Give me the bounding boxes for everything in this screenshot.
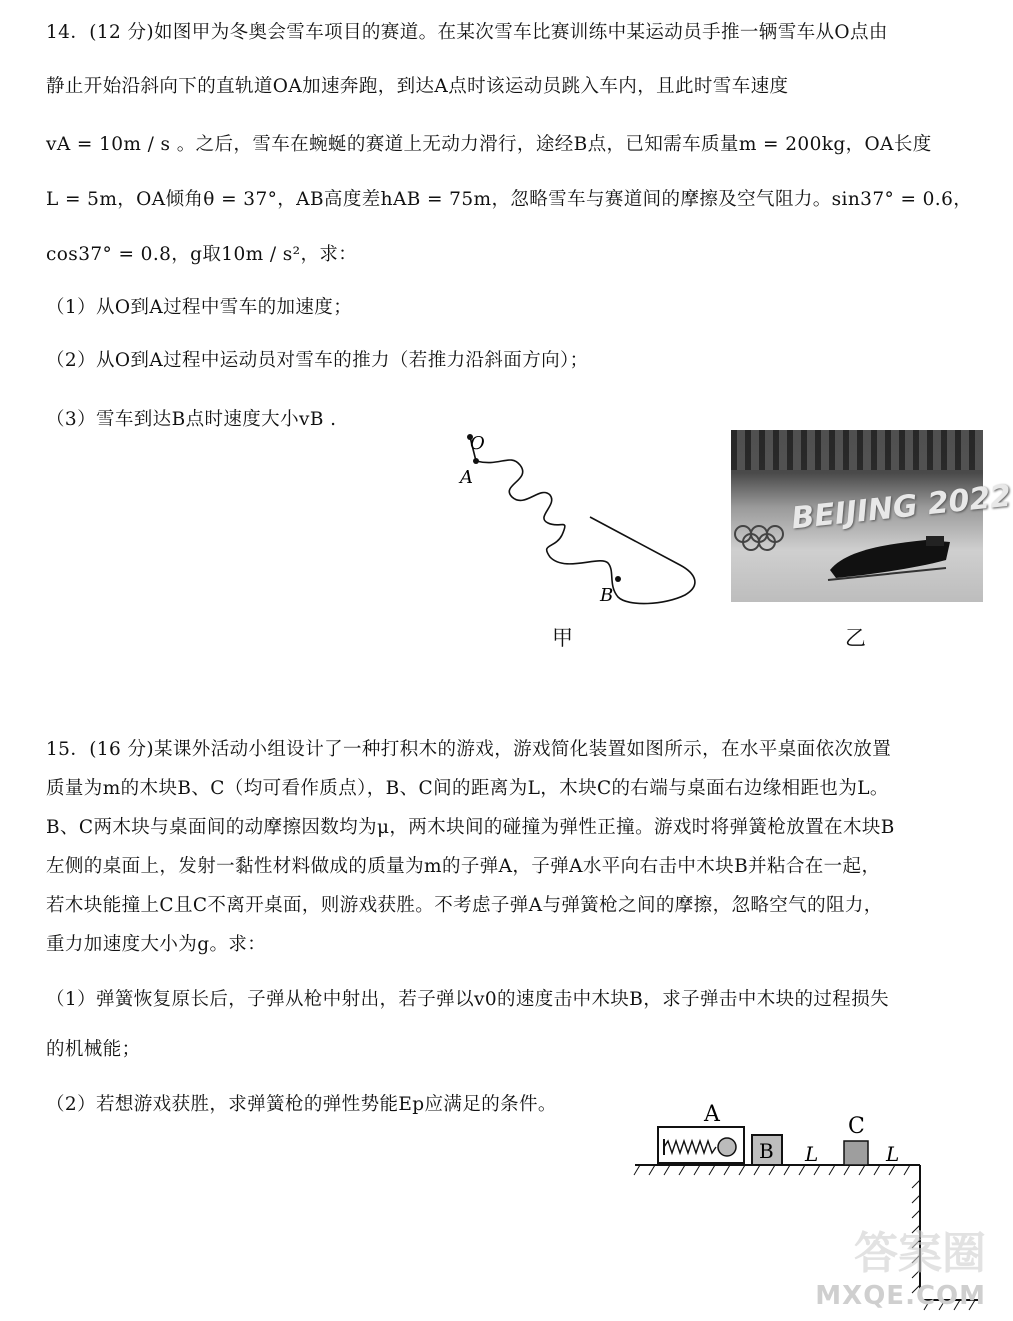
- label-b: B: [759, 1139, 774, 1163]
- track-diagram: [440, 425, 720, 615]
- photo-text: BEIJING 2022: [789, 478, 1013, 537]
- q15-line-6: 重力加速度大小为g。求：: [46, 934, 267, 955]
- watermark-logo: 答案圈: [854, 1228, 986, 1279]
- q15-question-1: （1）弹簧恢复原长后，子弹从枪中射出，若子弹以v0的速度击中木块B，求子弹击中木块的过程损失: [46, 989, 889, 1010]
- q14-line-1: 14．(12 分)如图甲为冬奥会雪车项目的赛道。在某次雪车比赛训练中某运动员手推一辆雪车从O点由: [46, 22, 888, 43]
- q15-line-2: 质量为m的木块B、C（均可看作质点），B、C间的距离为L，木块C的右端与桌面右边缘相距也为L。: [46, 778, 889, 799]
- q15-line-5: 若木块能撞上C且C不离开桌面，则游戏获胜。不考虑子弹A与弹簧枪之间的摩擦，忽略空气的阻力，: [46, 895, 883, 916]
- watermark-site: MXQE.COM: [815, 1281, 986, 1311]
- bobsled-icon: [826, 530, 956, 590]
- label-a: A: [704, 1102, 720, 1127]
- track-label-o: O: [470, 433, 485, 454]
- q14-line-5: cos37° = 0.8，g取10m / s²，求：: [46, 244, 358, 265]
- q15-line-1: 15．(16 分)某课外活动小组设计了一种打积木的游戏，游戏简化装置如图所示，在水平桌面依次放置: [46, 739, 892, 760]
- track-label-a: A: [460, 467, 473, 488]
- bobsled-photo: [731, 430, 1013, 602]
- figure-caption-yi: 乙: [845, 626, 866, 650]
- label-l1: L: [805, 1142, 819, 1166]
- q14-line-4: L = 5m，OA倾角θ = 37°，AB高度差hAB = 75m，忽略雪车与赛道间的摩擦及空气阻力。sin37° = 0.6，: [46, 189, 973, 210]
- q14-question-3: （3）雪车到达B点时速度大小vB .: [46, 409, 337, 430]
- olympic-rings-icon: [731, 520, 801, 554]
- q15-line-4: 左侧的桌面上，发射一黏性材料做成的质量为m的子弹A，子弹A水平向右击中木块B并粘合在一起，: [46, 856, 881, 877]
- label-c: C: [848, 1114, 865, 1139]
- q15-question-1-cont: 的机械能；: [46, 1039, 141, 1060]
- q15-question-2: （2）若想游戏获胜，求弹簧枪的弹性势能Ep应满足的条件。: [46, 1094, 557, 1115]
- q15-line-3: B、C两木块与桌面间的动摩擦因数均为μ，两木块间的碰撞为弹性正撞。游戏时将弹簧枪放置在木块B: [46, 817, 895, 838]
- track-label-b: B: [600, 585, 614, 606]
- q14-question-1: （1）从O到A过程中雪车的加速度；: [46, 297, 353, 318]
- label-l2: L: [886, 1142, 900, 1166]
- q14-line-3: vA = 10m / s 。之后，雪车在蜿蜒的赛道上无动力滑行，途经B点，已知需车质量m = 200kg，OA长度: [46, 134, 932, 155]
- q14-line-2: 静止开始沿斜向下的直轨道OA加速奔跑，到达A点时该运动员跳入车内，且此时雪车速度: [46, 76, 789, 97]
- figure-caption-jia: 甲: [552, 626, 573, 650]
- q14-question-2: （2）从O到A过程中运动员对雪车的推力（若推力沿斜面方向）；: [46, 350, 589, 371]
- watermark: [815, 1217, 986, 1311]
